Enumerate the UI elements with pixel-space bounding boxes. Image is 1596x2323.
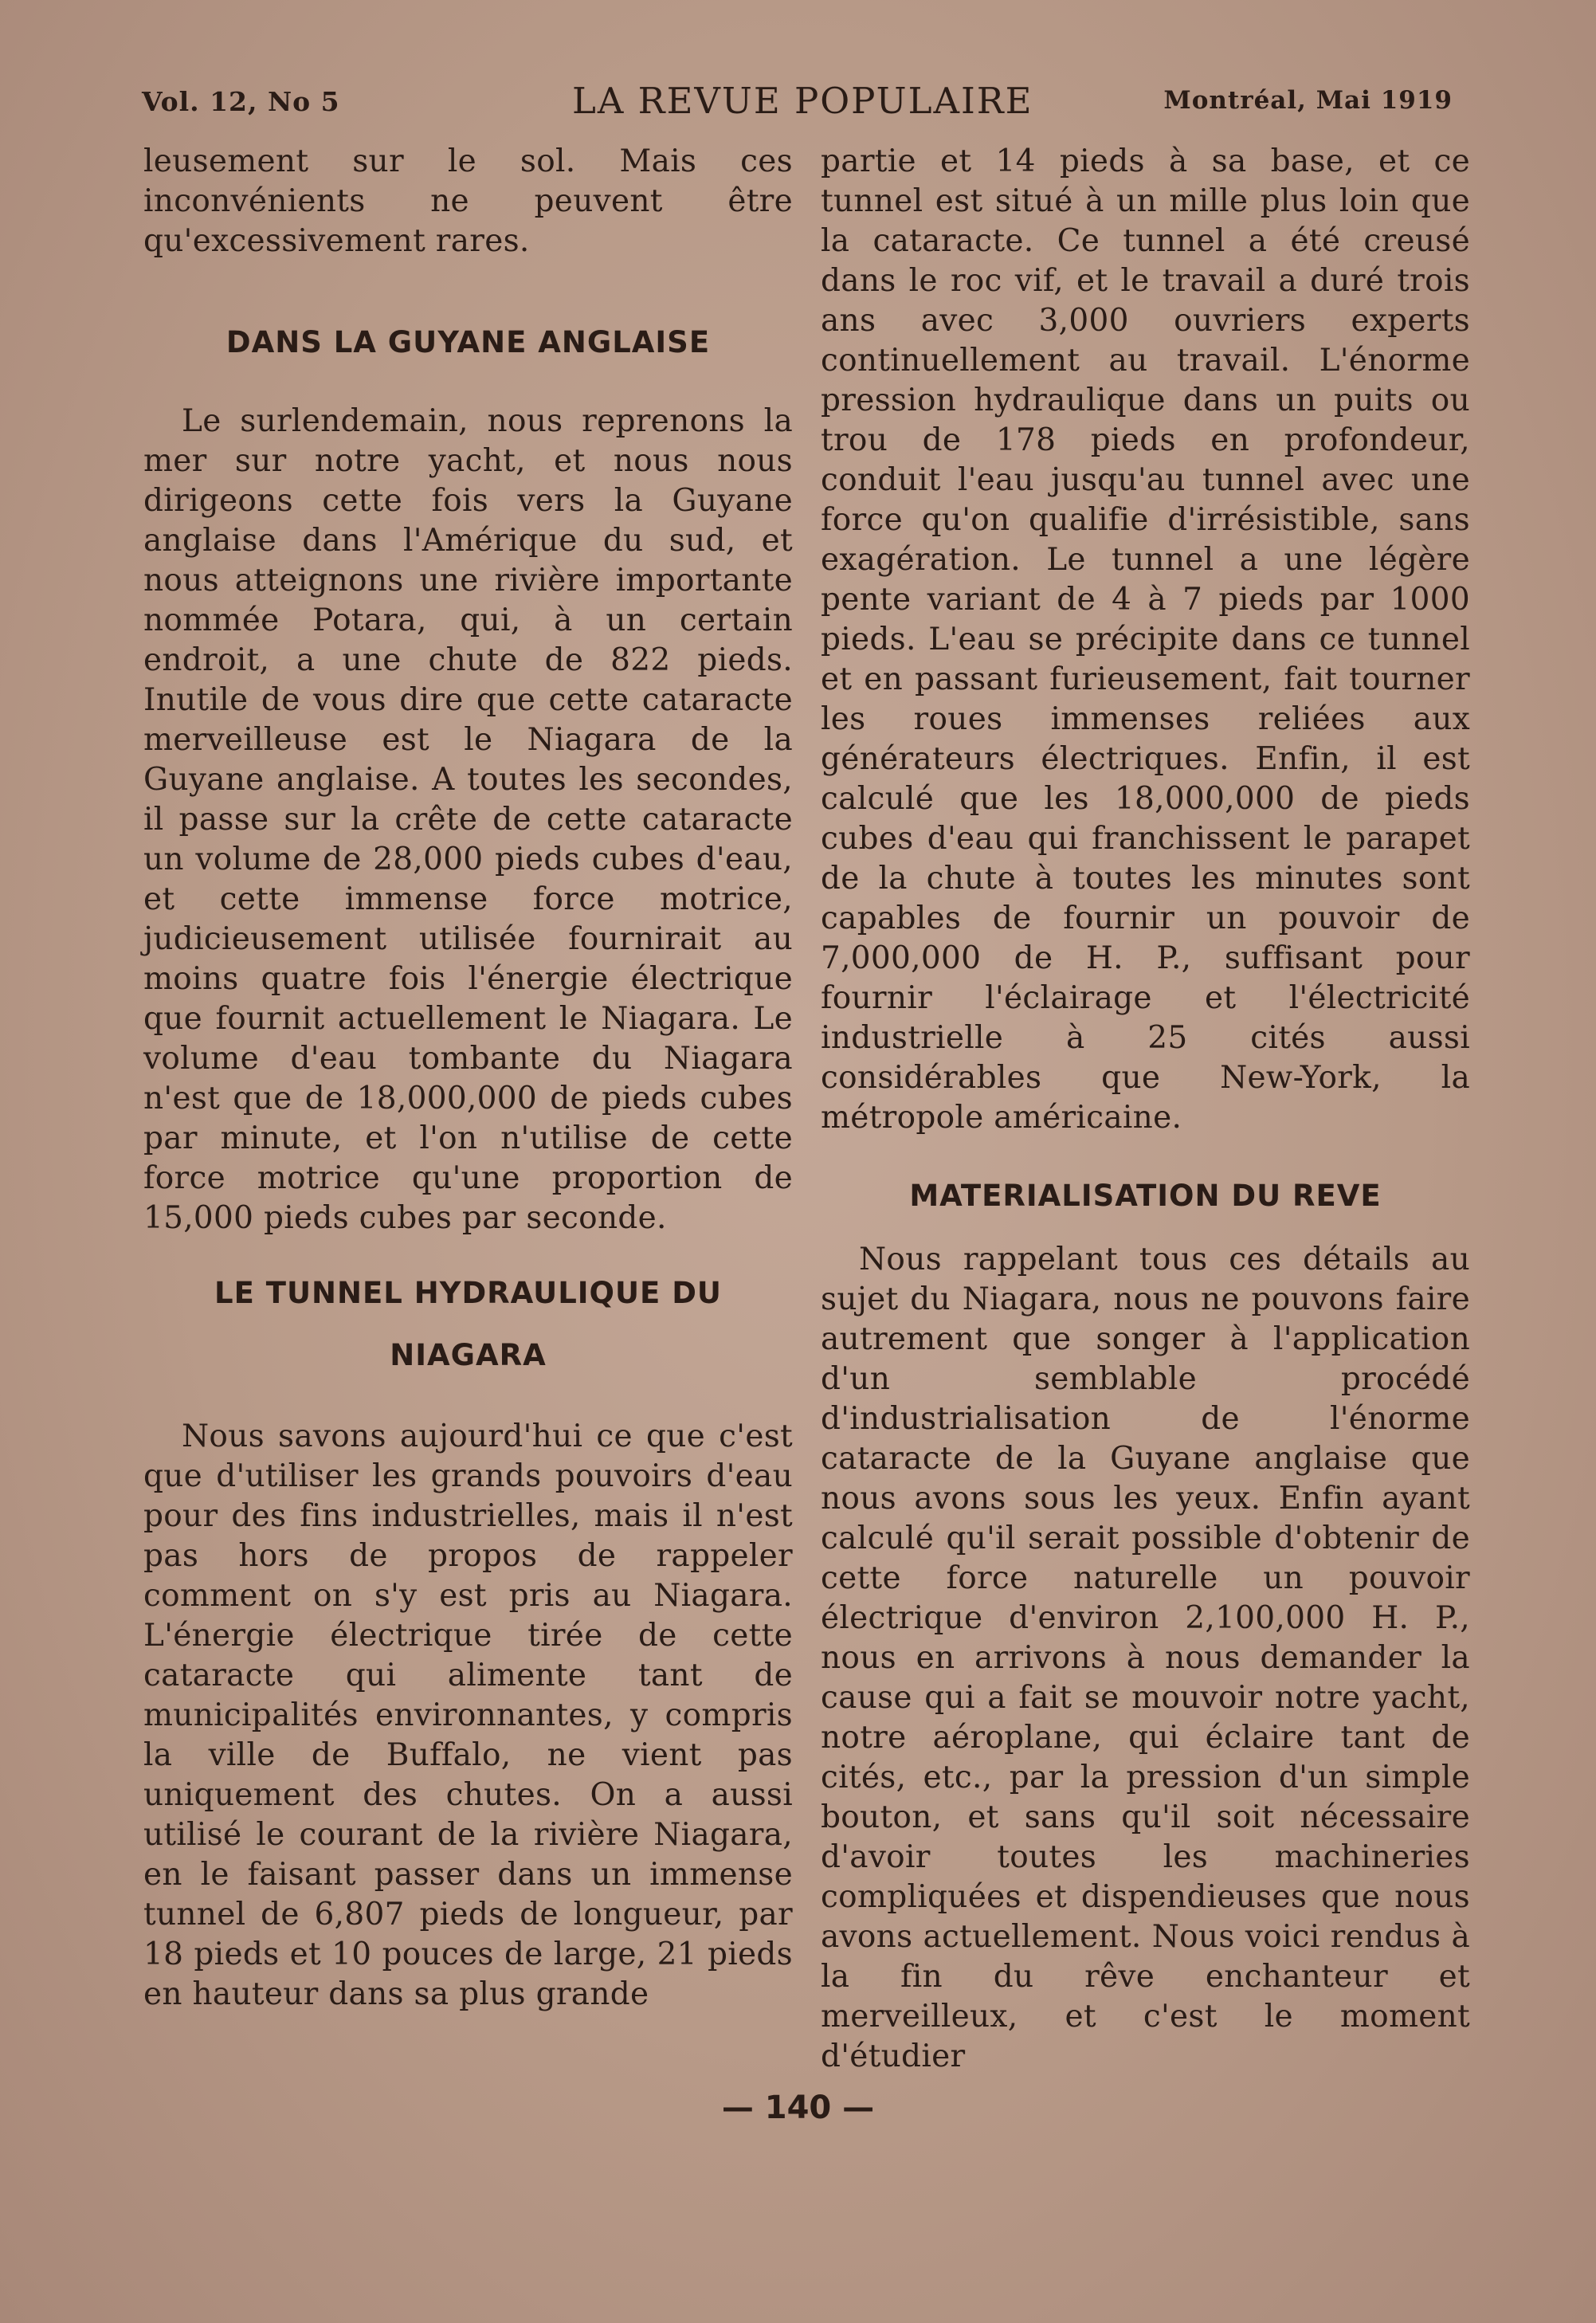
section-heading-tunnel-line1: LE TUNNEL HYDRAULIQUE DU	[214, 1276, 722, 1310]
section-heading-tunnel-line2: NIAGARA	[390, 1338, 547, 1372]
dateline: Montréal, Mai 1919	[1163, 86, 1453, 115]
page-header	[142, 80, 1453, 128]
section-heading-reve: MATERIALISATION DU REVE	[909, 1179, 1382, 1213]
volume-number: Vol. 12, No 5	[142, 86, 340, 117]
journal-title: LA REVUE POPULAIRE	[572, 80, 1033, 122]
section-heading-guyane: DANS LA GUYANE ANGLAISE	[225, 325, 711, 359]
paragraph-reve: Nous rappelant tous ces détails au sujet du Niagara, nous ne pouvons faire autrement que songer à l'application d'un semblable procédé d'industrialisation de l'énorme cataracte de la Guyane anglaise que nous avons sous les yeux. Enfin ayant calculé qu'il serait possible d'obtenir de cette force naturelle un pouvoir électrique d'environ 2,100,000 H. P., nous en arrivons à nous demander la cause qui a fait se mouvoir notre yacht, notre aéroplane, qui éclaire tant de cités, etc., par la pression d'un simple bouton, et sans qu'il soit nécessaire d'avoir toutes les machineries compliquées et dispendieuses que nous avons actuellement. Nous voici rendus à la fin du rêve enchanteur et merveilleux, et c'est le moment d'étudier	[821, 1242, 1470, 2074]
right-column	[821, 142, 1470, 2077]
page-number: — 140 —	[721, 2090, 875, 2126]
paragraph-tunnel-continued: partie et 14 pieds à sa base, et ce tunnel est situé à un mille plus loin que la cataracte. Ce tunnel a été creusé dans le roc vif, et le travail a duré trois ans avec 3,000 ouvriers experts continuellement au travail. L'énorme pression hydraulique dans un puits ou trou de 178 pieds en profondeur, conduit l'eau jusqu'au tunnel avec une force qu'on qualifie d'irrésistible, sans exagération. Le tunnel a une légère pente variant de 4 à 7 pieds par 1000 pieds. L'eau se précipite dans ce tunnel et en passant furieusement, fait tourner les roues immenses reliées aux générateurs électriques. Enfin, il est calculé que les 18,000,000 de pieds cubes d'eau qui franchissent le parapet de la chute à toutes les minutes sont capables de fournir un pouvoir de 7,000,000 de H. P., suffisant pour fournir l'éclairage et l'électricité industrielle à 25 cités aussi considérables que New-York, la métropole américaine.	[821, 143, 1470, 1136]
paragraph-tunnel: Nous savons aujourd'hui ce que c'est que d'utiliser les grands pouvoirs d'eau pour des fins industrielles, mais il n'est pas hors de propos de rappeler comment on s'y est pris au Niagara. L'énergie électrique tirée de cette cataracte qui alimente tant de municipalités environnantes, y compris la ville de Buffalo, ne vient pas uniquement des chutes. On a aussi utilisé le courant de la rivière Niagara, en le faisant passer dans un immense tunnel de 6,807 pieds de longueur, par 18 pieds et 10 pouces de large, 21 pieds en hauteur dans sa plus grande	[143, 1419, 793, 2012]
continued-paragraph: leusement sur le sol. Mais ces inconvénients ne peuvent être qu'excessivement rares.	[143, 143, 793, 259]
left-column	[143, 142, 793, 2015]
paragraph-guyane: Le surlendemain, nous reprenons la mer sur notre yacht, et nous nous dirigeons cette fois vers la Guyane anglaise dans l'Amérique du sud, et nous atteignons une rivière importante nommée Potara, qui, à un certain endroit, a une chute de 822 pieds. Inutile de vous dire que cette cataracte merveilleuse est le Niagara de la Guyane anglaise. A toutes les secondes, il passe sur la crête de cette cataracte un volume de 28,000 pieds cubes d'eau, et cette immense force motrice, judicieusement utilisée fournirait au moins quatre fois l'énergie électrique que fournit actuellement le Niagara. Le volume d'eau tombante du Niagara n'est que de 18,000,000 de pieds cubes par minute, et l'on n'utilise de cette force motrice qu'une proportion de 15,000 pieds cubes par seconde.	[143, 403, 793, 1236]
